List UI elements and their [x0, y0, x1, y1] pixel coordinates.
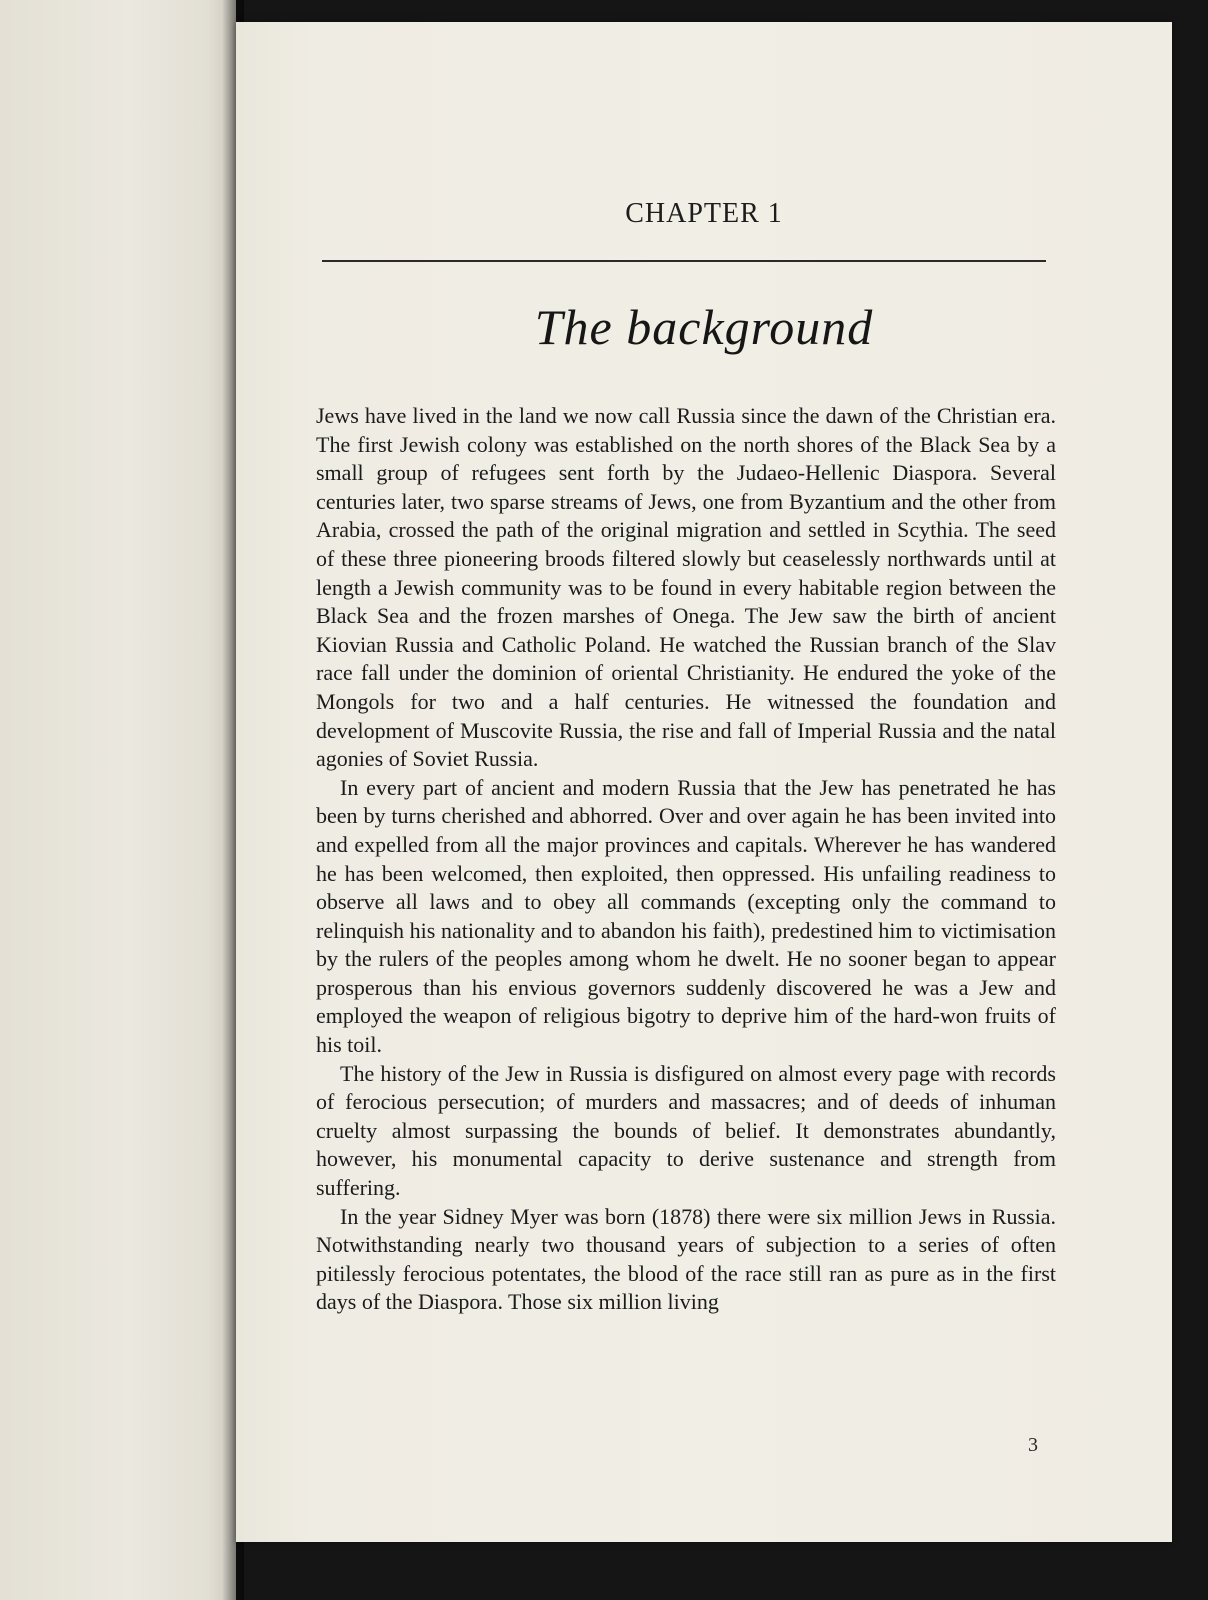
paragraph: Jews have lived in the land we now call Russia since the dawn of the Christian era. The first Jewish colony was established on the north shores of the Black Sea by a small group of refugees sent forth by the Judaeo-Hellenic Diaspora. Several centuries later, two sparse streams of Jews, one from Byzantium and the other from Arabia, crossed the path of the original migration and settled in Scythia. The seed of these three pioneering broods filtered slowly but ceaselessly northwards until at length a Jewish community was to be found in every habitable region between the Black Sea and the frozen marshes of Onega. The Jew saw the birth of ancient Kiovian Russia and Catholic Poland. He watched the Russian branch of the Slav race fall under the dominion of oriental Christianity. He endured the yoke of the Mongols for two and a half centuries. He witnessed the foundation and development of Muscovite Russia, the rise and fall of Imperial Russia and the natal agonies of Soviet Russia.: [316, 403, 1056, 772]
chapter-divider: [322, 260, 1046, 262]
body-text: [316, 402, 1056, 1317]
paragraph: The history of the Jew in Russia is disfigured on almost every page with records of ferocious persecution; of murders and massacres; and of deeds of inhuman cruelty almost surpassing the bounds of belief. It demonstrates abundantly, however, his monumental capacity to derive sustenance and strength from suffering.: [316, 1060, 1056, 1201]
page-number: 3: [1028, 1434, 1038, 1456]
paragraph: In the year Sidney Myer was born (1878) there were six million Jews in Russia. Notwithstanding nearly two thousand years of subjection to a series of often pitilessly ferocious potentates, the blood of the race still ran as pure as in the first days of the Diaspora. Those six million living: [316, 1203, 1056, 1315]
chapter-title: The background: [534, 299, 874, 355]
chapter-label: CHAPTER 1: [625, 198, 783, 229]
left-page-blank: [0, 0, 236, 1600]
right-page: [236, 22, 1172, 1542]
paragraph: In every part of ancient and modern Russia that the Jew has penetrated he has been by turns cherished and abhorred. Over and over again he has been invited into and expelled from all the major provinces and capitals. Wherever he has wandered he has been welcomed, then exploited, then oppressed. His unfailing readiness to observe all laws and to obey all commands (excepting only the command to relinquish his nationality and to abandon his faith), predestined him to victimisation by the rulers of the peoples among whom he dwelt. He no sooner began to appear prosperous than his envious governors suddenly discovered he was a Jew and employed the weapon of religious bigotry to deprive him of the hard-won fruits of his toil.: [316, 774, 1056, 1058]
